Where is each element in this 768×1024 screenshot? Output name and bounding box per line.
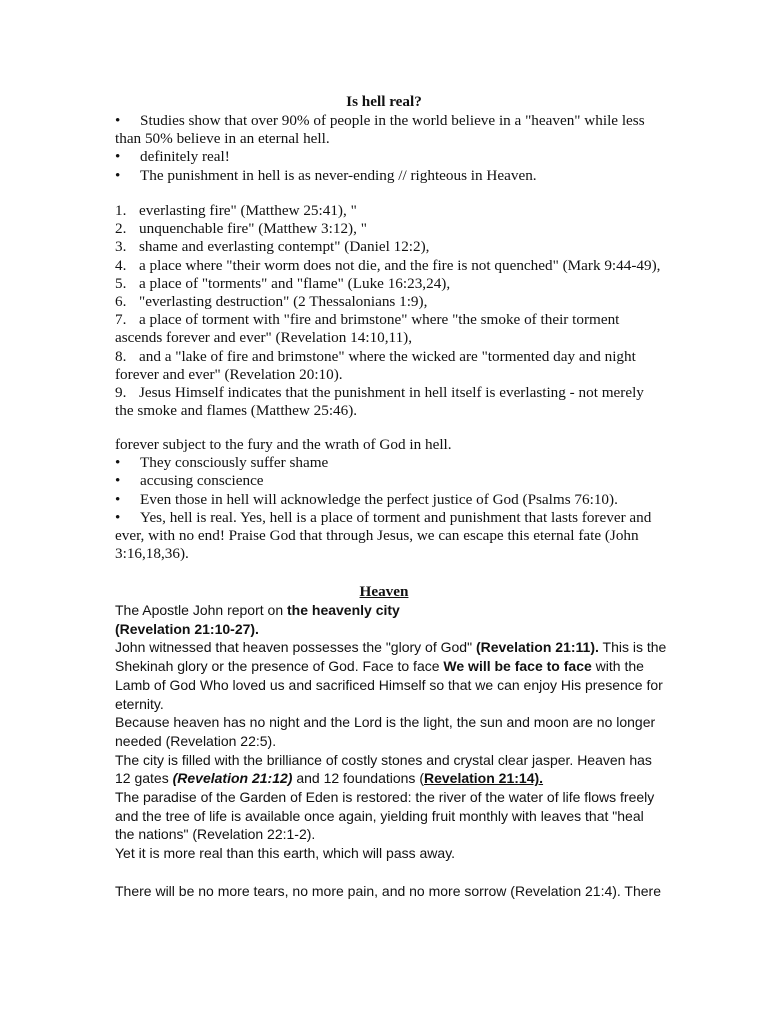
list-item: 2. unquenchable fire" (Matthew 3:12), " — [115, 220, 367, 238]
bullet-icon: • — [115, 148, 121, 166]
paragraph-line: Because heaven has no night and the Lord is the light, the sun and moon are no longer — [115, 714, 656, 731]
list-item: 4. a place where "their worm does not die, and the fire is not quenched" (Mark 9:44-49), — [115, 256, 661, 274]
list-item: 7. a place of torment with "fire and brimstone" where "the smoke of their torment — [115, 311, 620, 329]
list-item: • Even those in hell will acknowledge the perfect justice of God (Psalms 76:10). — [115, 490, 618, 508]
paragraph-spacer — [115, 863, 655, 882]
paragraph-line: The Apostle John report on the heavenly city — [115, 602, 400, 618]
bullet-icon: • — [115, 490, 121, 508]
paragraph-line: the nations" (Revelation 22:1-2). — [115, 826, 316, 843]
list-item-continuation: ascends forever and ever" (Revelation 14:10,11), — [115, 329, 413, 347]
paragraph-line: The city is filled with the brilliance of costly stones and crystal clear jasper. Heaven has — [115, 751, 652, 768]
list-item: 5. a place of "torments" and "flame" (Luke 16:23,24), — [115, 274, 451, 292]
paragraph-line: needed (Revelation 22:5). — [115, 732, 277, 749]
paragraph-line: John witnessed that heaven possesses the "glory of God" (Revelation 21:11). This is the — [115, 639, 667, 656]
paragraph-line: There will be no more tears, no more pain, and no more sorrow (Revelation 21:4). There — [115, 882, 662, 899]
list-item: 9. Jesus Himself indicates that the punishment in hell itself is everlasting - not merely — [115, 384, 644, 402]
list-item-continuation: ever, with no end! Praise God that through Jesus, we can escape this eternal fate (John — [115, 527, 639, 545]
intro-line: forever subject to the fury and the wrath of God in hell. — [115, 436, 452, 453]
section-heading-heaven: Heaven — [359, 583, 409, 600]
bullet-list-top — [115, 112, 655, 185]
bullet-icon: • — [115, 508, 121, 526]
list-item: • accusing conscience — [115, 472, 264, 490]
paragraph-line: Lamb of God Who loved us and sacrificed Himself so that we can enjoy His presence for — [115, 676, 663, 693]
list-item: • Yes, hell is real. Yes, hell is a place of torment and punishment that lasts forever and — [115, 508, 652, 526]
list-item: • They consciously suffer shame — [115, 454, 329, 472]
list-item: 8. and a "lake of fire and brimstone" where the wicked are "tormented day and night — [115, 347, 636, 365]
paragraph-line: (Revelation 21:10-27). — [115, 620, 259, 637]
bullet-icon: • — [115, 454, 121, 472]
list-item-continuation: 3:16,18,36). — [115, 545, 189, 563]
paragraph-line: 12 gates (Revelation 21:12) and 12 foundations (Revelation 21:14). — [115, 770, 544, 787]
list-item: • Studies show that over 90% of people in the world believe in a "heaven" while less — [115, 112, 645, 129]
list-item: • definitely real! — [115, 148, 230, 166]
paragraph-line: Shekinah glory or the presence of God. Face to face We will be face to face with the — [115, 658, 644, 675]
list-item: 6. "everlasting destruction" (2 Thessalonians 1:9), — [115, 293, 428, 311]
paragraph-line: and the tree of life is available once again, yielding fruit monthly with leaves that "heal — [115, 807, 644, 824]
bullet-icon: • — [115, 112, 121, 129]
bullet-icon: • — [115, 166, 121, 184]
numbered-list — [115, 202, 661, 420]
paragraph-line: Yet it is more real than this earth, which will pass away. — [115, 845, 456, 862]
list-item: 1. everlasting fire" (Matthew 25:41), " — [115, 202, 357, 219]
list-item-continuation: the smoke and flames (Matthew 25:46). — [115, 402, 358, 420]
bullet-icon: • — [115, 472, 121, 490]
list-item-continuation: than 50% believe in an eternal hell. — [115, 130, 330, 148]
page-title: Is hell real? — [346, 93, 422, 110]
list-item: • The punishment in hell is as never-ending // righteous in Heaven. — [115, 166, 537, 184]
paragraph-line: The paradise of the Garden of Eden is restored: the river of the water of life flows freely — [115, 789, 655, 806]
list-item: 3. shame and everlasting contempt" (Daniel 12:2), — [115, 238, 430, 256]
heaven-section — [115, 601, 667, 900]
list-item-continuation: forever and ever" (Revelation 20:10). — [115, 365, 343, 383]
paragraph-line: eternity. — [115, 695, 164, 712]
bullet-list-bottom — [115, 436, 655, 563]
